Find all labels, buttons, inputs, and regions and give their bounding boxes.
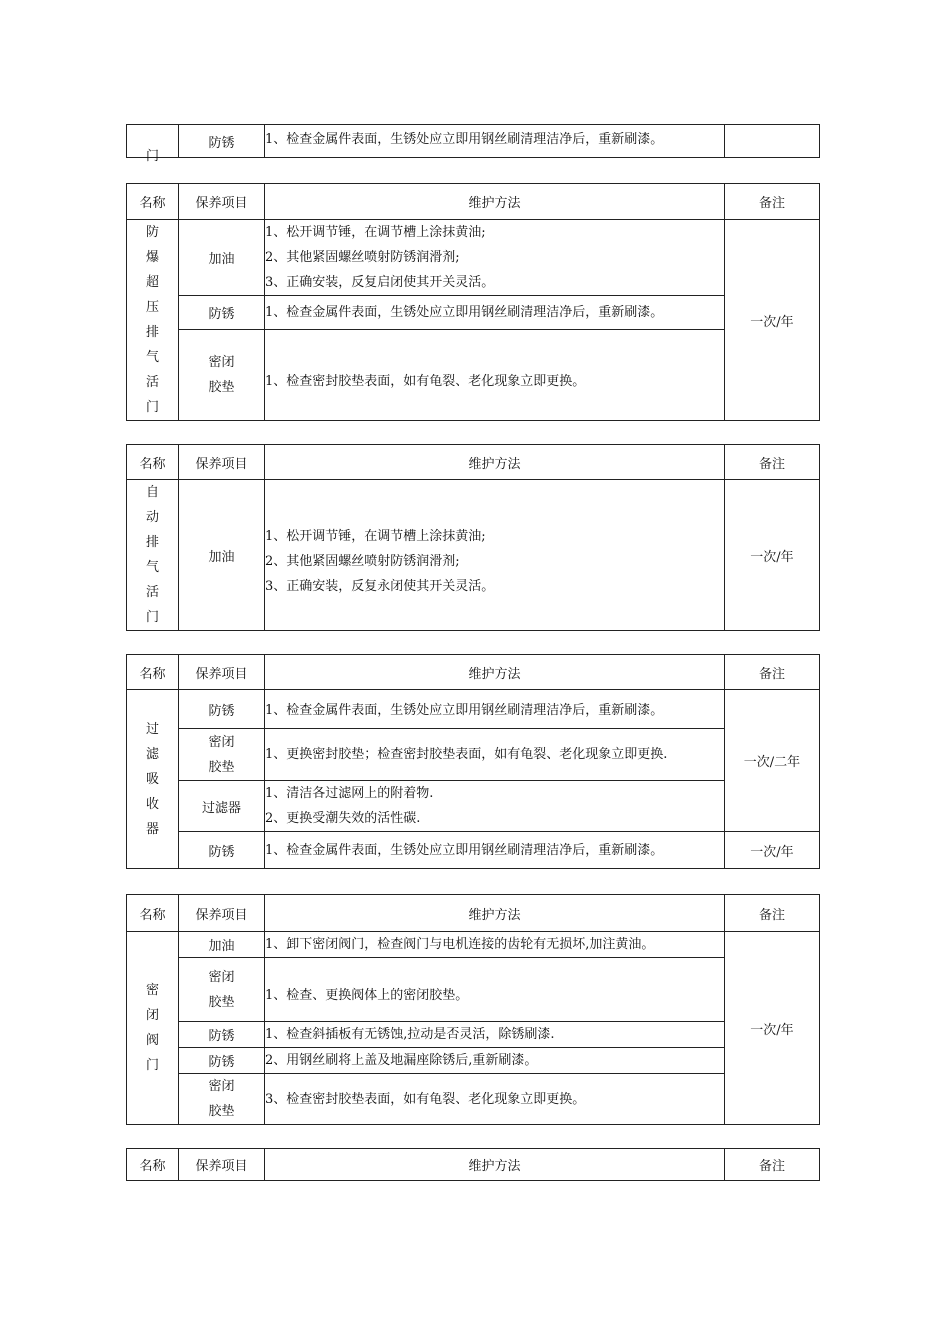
table-explosion-proof-valve [126,183,820,421]
method-cell: 1、松开调节锤，在调节槽上涂抹黄油; 2、其他紧固螺丝喷射防锈润滑剂; 3、正确安装，反复永闭使其开关灵活。 [265,480,725,631]
name-cell [127,125,179,164]
header-note: 备注 [725,1149,820,1181]
table-row [127,958,820,1022]
item-cell: 加油 [179,480,265,631]
equipment-name: 过 滤 吸 收 器 [127,690,179,869]
header-method: 维护方法 [265,655,725,690]
method-line: 1、检查金属件表面，生锈处应立即用钢丝刷清理洁净后，重新刷漆。 [265,132,664,147]
table-row [127,1022,820,1048]
header-method: 维护方法 [265,895,725,932]
header-note: 备注 [725,655,820,690]
item-cell: 防锈 [179,690,265,729]
item-cell: 密闭 胶垫 [179,958,265,1022]
table-row [127,932,820,958]
header-item: 保养项目 [179,895,265,932]
equipment-name: 自 动 排 气 活 门 [127,480,179,631]
method-cell: 1、检查斜插板有无锈蚀,拉动是否灵活，除锈刷漆. [265,1022,725,1048]
header-item: 保养项目 [179,655,265,690]
method-cell: 1、检查密封胶垫表面，如有龟裂、老化现象立即更换。 [265,329,725,420]
method-cell: 1、检查、更换阀体上的密闭胶垫。 [265,958,725,1022]
name-char: 门 [145,149,159,164]
table-auto-exhaust-valve [126,444,820,631]
note-cell: 一次/年 [725,480,820,631]
table-row [127,781,820,832]
note-cell: 一次/年 [725,220,820,421]
header-note: 备注 [725,184,820,220]
header-row [127,445,820,480]
item-cell: 防锈 [179,1022,265,1048]
method-cell: 1、卸下密闭阀门，检查阀门与电机连接的齿轮有无损坏,加注黄油。 [265,932,725,958]
header-row [127,184,820,220]
header-method: 维护方法 [265,445,725,480]
header-item: 保养项目 [179,184,265,220]
table-airtight-valve [126,894,820,1125]
header-note: 备注 [725,895,820,932]
header-method: 维护方法 [265,1149,725,1181]
note-cell: 一次/二年 [725,690,820,832]
item-cell: 防锈 [179,296,265,329]
table-row [127,690,820,729]
method-cell: 1、检查金属件表面，生锈处应立即用钢丝刷清理洁净后，重新刷漆。 [265,832,725,869]
method-cell: 1、检查金属件表面，生锈处应立即用钢丝刷清理洁净后，重新刷漆。 [265,690,725,729]
method-cell: 1、清洁各过滤网上的附着物. 2、更换受潮失效的活性碳. [265,781,725,832]
note-cell: 一次/年 [725,932,820,1125]
table-next [126,1148,820,1181]
note-cell [725,125,820,158]
header-row [127,895,820,932]
header-name: 名称 [127,184,179,220]
item-cell: 密闭 胶垫 [179,329,265,420]
item-cell: 密闭 胶垫 [179,1074,265,1125]
method-cell: 2、用钢丝刷将上盖及地漏座除锈后,重新刷漆。 [265,1048,725,1074]
table-row [127,329,820,420]
table-row [127,729,820,781]
item-cell: 防锈 [179,1048,265,1074]
header-row [127,1149,820,1181]
method-cell: 1、检查金属件表面，生锈处应立即用钢丝刷清理洁净后，重新刷漆。 [265,296,725,329]
header-name: 名称 [127,1149,179,1181]
item-cell: 防锈 [179,125,265,158]
item-cell: 加油 [179,932,265,958]
method-cell: 1、更换密封胶垫；检查密封胶垫表面，如有龟裂、老化现象立即更换. [265,729,725,781]
header-method: 维护方法 [265,184,725,220]
method-cell: 1、松开调节锤，在调节槽上涂抹黄油; 2、其他紧固螺丝喷射防锈润滑剂; 3、正确安装，反复启闭使其开关灵活。 [265,220,725,296]
equipment-name: 防 爆 超 压 排 气 活 门 [127,220,179,421]
table-row [127,296,820,329]
item-cell: 加油 [179,220,265,296]
table-continuation [126,124,820,164]
table-row [127,1074,820,1125]
header-item: 保养项目 [179,1149,265,1181]
header-note: 备注 [725,445,820,480]
table-row [127,480,820,631]
method-cell: 3、检查密封胶垫表面，如有龟裂、老化现象立即更换。 [265,1074,725,1125]
header-name: 名称 [127,895,179,932]
table-row [127,1048,820,1074]
header-name: 名称 [127,655,179,690]
item-cell: 防锈 [179,832,265,869]
header-item: 保养项目 [179,445,265,480]
table-row [127,832,820,869]
header-name: 名称 [127,445,179,480]
table-row [127,220,820,296]
item-cell: 过滤器 [179,781,265,832]
table-filter-absorber [126,654,820,869]
equipment-name: 密 闭 阀 门 [127,932,179,1125]
note-cell: 一次/年 [725,832,820,869]
item-cell: 密闭 胶垫 [179,729,265,781]
header-row [127,655,820,690]
